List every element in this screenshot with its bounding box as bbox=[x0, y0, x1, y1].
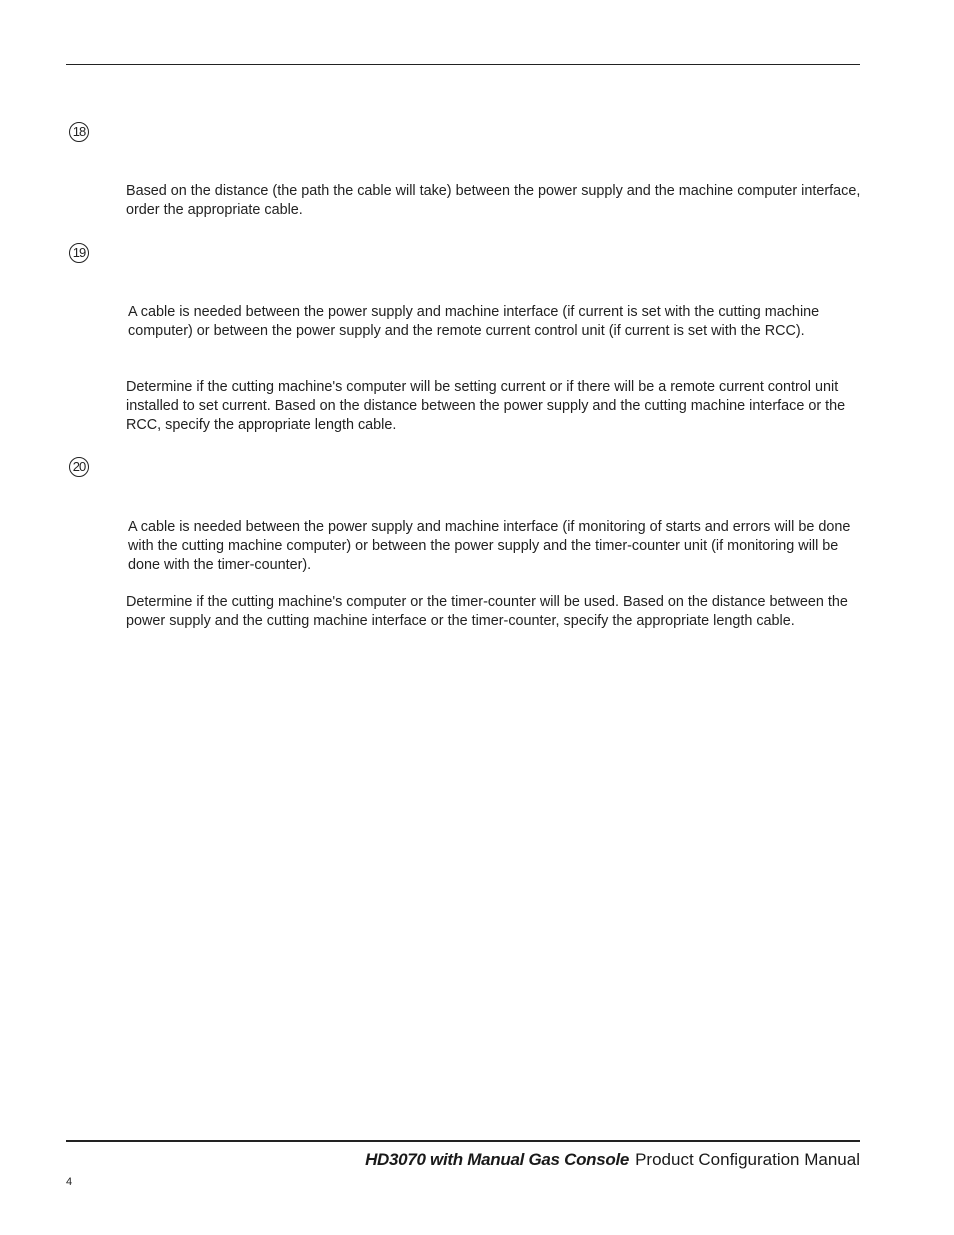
step-19-paragraph-2: Determine if the cutting machine's computer will be setting current or if there will be a remote current control unit installed to set current. Based on the distance between the power supply and the cutting machine interface or the RCC, specify the appropriate length cable. bbox=[126, 379, 846, 433]
step-19-paragraph-1: A cable is needed between the power supply and machine interface (if current is set with the cutting machine computer) or between the power supply and the remote current control unit (if current is set with the RCC). bbox=[128, 304, 820, 339]
page-number: 4 bbox=[66, 1176, 73, 1188]
footer-manual-title: Product Configuration Manual bbox=[635, 1150, 860, 1169]
step-20-paragraph-1: A cable is needed between the power supply and machine interface (if monitoring of starts and errors will be done with the cutting machine computer) or between the power supply and the timer-counter unit (if monitoring will be done with the timer-counter). bbox=[128, 519, 851, 573]
header-rule bbox=[66, 64, 860, 65]
footer-product-name: HD3070 with Manual Gas Console bbox=[365, 1150, 630, 1169]
footer-title bbox=[365, 1150, 860, 1170]
step-18-number: 18 bbox=[69, 122, 89, 142]
step-19-number: 19 bbox=[69, 243, 89, 263]
step-20-paragraph-2: Determine if the cutting machine's computer or the timer-counter will be used. Based on the distance between the power supply and the cutting machine interface or the timer-counter, specify the appropriate length cable. bbox=[126, 594, 848, 629]
step-20-number: 20 bbox=[69, 457, 89, 477]
footer-rule bbox=[66, 1140, 860, 1142]
step-18-paragraph: Based on the distance (the path the cable will take) between the power supply and the machine computer interface, order the appropriate cable. bbox=[126, 183, 861, 218]
